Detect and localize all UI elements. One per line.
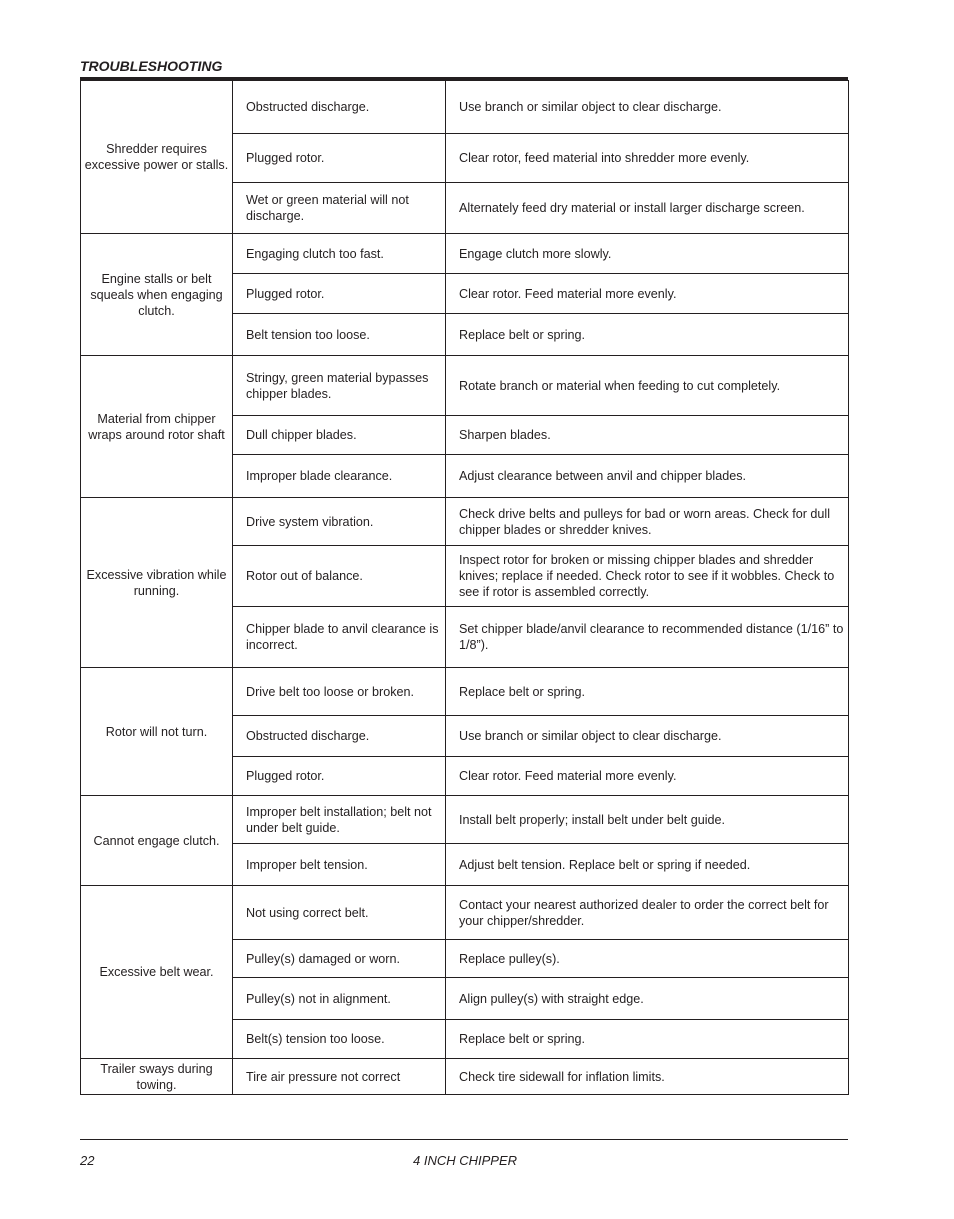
section-title: TROUBLESHOOTING bbox=[80, 58, 223, 74]
table-row bbox=[81, 81, 849, 134]
troubleshooting-table bbox=[80, 80, 849, 1095]
remedy-cell: Install belt properly; install belt under belt guide. bbox=[446, 796, 849, 844]
cause-cell: Drive system vibration. bbox=[233, 498, 446, 546]
problem-cell: Trailer sways during towing. bbox=[81, 1059, 233, 1095]
remedy-cell: Adjust belt tension. Replace belt or spring if needed. bbox=[446, 844, 849, 886]
cause-cell: Improper belt tension. bbox=[233, 844, 446, 886]
cause-cell: Belt(s) tension too loose. bbox=[233, 1020, 446, 1059]
cause-cell: Not using correct belt. bbox=[233, 886, 446, 940]
cause-cell: Pulley(s) damaged or worn. bbox=[233, 940, 446, 978]
remedy-cell: Rotate branch or material when feeding to cut completely. bbox=[446, 356, 849, 416]
footer-rule bbox=[80, 1139, 848, 1140]
document-title: 4 INCH CHIPPER bbox=[412, 1153, 518, 1168]
page-number: 22 bbox=[80, 1153, 95, 1168]
remedy-cell: Engage clutch more slowly. bbox=[446, 234, 849, 274]
remedy-cell: Replace pulley(s). bbox=[446, 940, 849, 978]
cause-cell: Plugged rotor. bbox=[233, 757, 446, 796]
remedy-cell: Inspect rotor for broken or missing chipper blades and shredder knives; replace if needed. Check rotor to see if it wobbles. Check to see if rotor is assembled correctly. bbox=[446, 546, 849, 607]
cause-cell: Wet or green material will not discharge. bbox=[233, 183, 446, 234]
remedy-cell: Alternately feed dry material or install larger discharge screen. bbox=[446, 183, 849, 234]
cause-cell: Improper belt installation; belt not under belt guide. bbox=[233, 796, 446, 844]
table-row bbox=[81, 668, 849, 716]
cause-cell: Drive belt too loose or broken. bbox=[233, 668, 446, 716]
cause-cell: Tire air pressure not correct bbox=[233, 1059, 446, 1095]
cause-cell: Stringy, green material bypasses chipper blades. bbox=[233, 356, 446, 416]
problem-cell: Cannot engage clutch. bbox=[81, 796, 233, 886]
remedy-cell: Clear rotor, feed material into shredder more evenly. bbox=[446, 134, 849, 183]
problem-cell: Engine stalls or belt squeals when engaging clutch. bbox=[81, 234, 233, 356]
cause-cell: Plugged rotor. bbox=[233, 134, 446, 183]
table-row bbox=[81, 1059, 849, 1095]
remedy-cell: Clear rotor. Feed material more evenly. bbox=[446, 757, 849, 796]
remedy-cell: Replace belt or spring. bbox=[446, 314, 849, 356]
remedy-cell: Replace belt or spring. bbox=[446, 1020, 849, 1059]
remedy-cell: Replace belt or spring. bbox=[446, 668, 849, 716]
remedy-cell: Use branch or similar object to clear discharge. bbox=[446, 81, 849, 134]
remedy-cell: Check drive belts and pulleys for bad or worn areas. Check for dull chipper blades or shredder knives. bbox=[446, 498, 849, 546]
problem-cell: Excessive belt wear. bbox=[81, 886, 233, 1059]
remedy-cell: Clear rotor. Feed material more evenly. bbox=[446, 274, 849, 314]
table-row bbox=[81, 356, 849, 416]
cause-cell: Plugged rotor. bbox=[233, 274, 446, 314]
remedy-cell: Use branch or similar object to clear discharge. bbox=[446, 716, 849, 757]
problem-cell: Shredder requires excessive power or stalls. bbox=[81, 81, 233, 234]
problem-cell: Excessive vibration while running. bbox=[81, 498, 233, 668]
cause-cell: Dull chipper blades. bbox=[233, 416, 446, 455]
problem-cell: Rotor will not turn. bbox=[81, 668, 233, 796]
cause-cell: Rotor out of balance. bbox=[233, 546, 446, 607]
table-row bbox=[81, 886, 849, 940]
remedy-cell: Adjust clearance between anvil and chipper blades. bbox=[446, 455, 849, 498]
cause-cell: Obstructed discharge. bbox=[233, 716, 446, 757]
remedy-cell: Check tire sidewall for inflation limits. bbox=[446, 1059, 849, 1095]
remedy-cell: Align pulley(s) with straight edge. bbox=[446, 978, 849, 1020]
table-row bbox=[81, 796, 849, 844]
cause-cell: Obstructed discharge. bbox=[233, 81, 446, 134]
remedy-cell: Contact your nearest authorized dealer to order the correct belt for your chipper/shredder. bbox=[446, 886, 849, 940]
cause-cell: Chipper blade to anvil clearance is incorrect. bbox=[233, 607, 446, 668]
problem-cell: Material from chipper wraps around rotor shaft bbox=[81, 356, 233, 498]
cause-cell: Belt tension too loose. bbox=[233, 314, 446, 356]
table-row bbox=[81, 234, 849, 274]
remedy-cell: Set chipper blade/anvil clearance to recommended distance (1/16” to 1/8”). bbox=[446, 607, 849, 668]
table-row bbox=[81, 498, 849, 546]
cause-cell: Engaging clutch too fast. bbox=[233, 234, 446, 274]
cause-cell: Pulley(s) not in alignment. bbox=[233, 978, 446, 1020]
remedy-cell: Sharpen blades. bbox=[446, 416, 849, 455]
cause-cell: Improper blade clearance. bbox=[233, 455, 446, 498]
